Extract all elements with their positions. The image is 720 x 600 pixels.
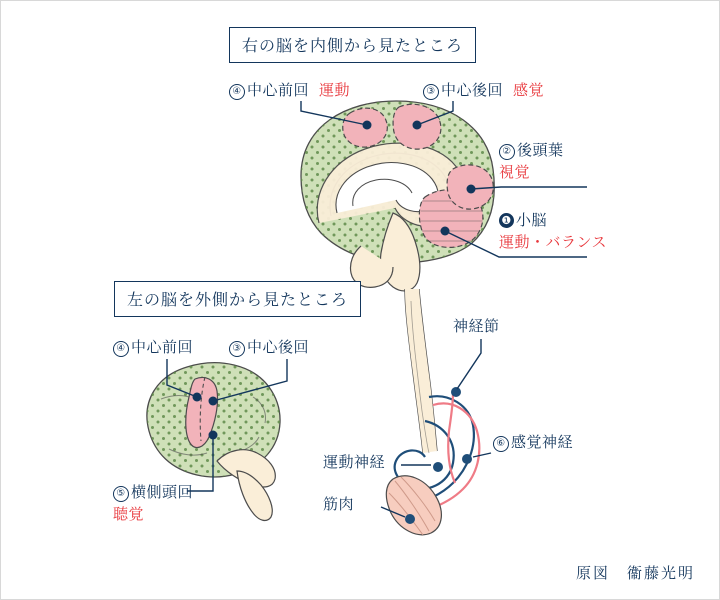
label-sensory-nerve-name: 感覚神経	[511, 433, 574, 451]
title-midsagittal-view: 右の脳を内側から見たところ	[229, 27, 476, 63]
label-precentral-gyrus-top	[229, 81, 350, 100]
number-4-open-icon: ④	[229, 84, 245, 100]
number-6-open-icon: ⑥	[493, 436, 509, 452]
figure-credit: 原図 衞藤光明	[575, 564, 695, 582]
label-postcentral-gyrus-top-name: 中心後回	[441, 81, 504, 99]
ganglion-node	[451, 387, 461, 397]
label-postcentral-gyrus-bottom-name: 中心後回	[247, 338, 310, 356]
number-3-open-icon: ③	[423, 84, 439, 100]
number-1-filled-icon: ❶	[499, 213, 514, 228]
label-postcentral-gyrus-top	[423, 81, 544, 100]
label-cerebellum-name: 小脳	[516, 211, 548, 229]
label-occipital-lobe-name: 後頭葉	[517, 141, 564, 159]
label-postcentral-gyrus-bottom	[229, 338, 309, 357]
title-lateral-view: 左の脳を外側から見たところ	[114, 281, 361, 317]
number-3-open-icon-b: ③	[229, 341, 245, 357]
number-5-open-icon: ⑤	[113, 486, 129, 502]
label-sensory-nerve	[493, 433, 573, 452]
label-transverse-temporal-gyrus	[113, 483, 193, 524]
label-cerebellum-function: 運動・バランス	[499, 232, 608, 251]
label-transverse-temporal-gyrus-name: 横側頭回	[131, 483, 194, 501]
label-occipital-lobe-function: 視覚	[499, 163, 531, 181]
label-precentral-gyrus-top-name: 中心前回	[247, 81, 310, 99]
label-precentral-gyrus-bottom-name: 中心前回	[131, 338, 194, 356]
label-transverse-temporal-gyrus-function: 聴覚	[113, 505, 145, 523]
number-4-open-icon-b: ④	[113, 341, 129, 357]
label-occipital-lobe	[499, 141, 564, 182]
label-precentral-gyrus-top-function: 運動	[319, 81, 351, 99]
label-muscle: 筋肉	[323, 495, 355, 513]
label-precentral-gyrus-bottom	[113, 338, 193, 357]
label-cerebellum	[499, 211, 607, 252]
label-motor-nerve: 運動神経	[323, 453, 386, 471]
number-2-open-icon: ②	[499, 144, 515, 160]
label-ganglion: 神経節	[453, 317, 500, 335]
label-postcentral-gyrus-top-function: 感覚	[513, 81, 545, 99]
